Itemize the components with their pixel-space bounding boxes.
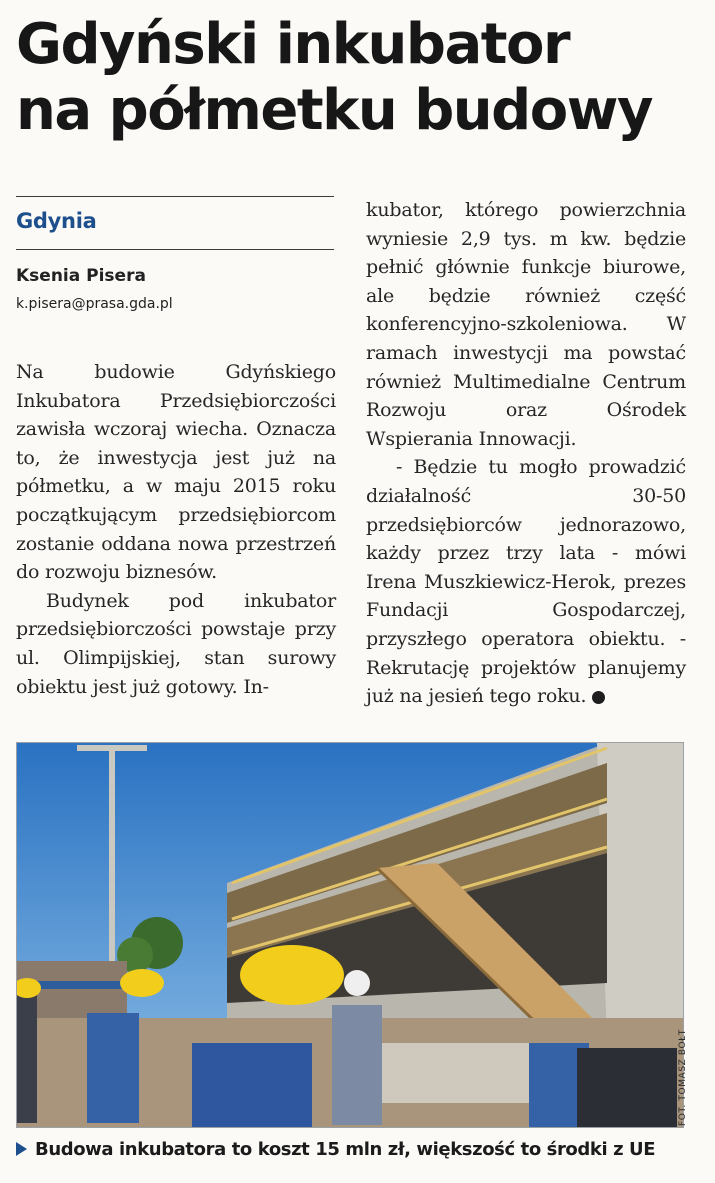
end-mark-icon	[592, 691, 605, 704]
headline-line-2: na półmetku budowy	[16, 78, 652, 143]
section-label: Gdynia	[16, 209, 97, 233]
author-email: k.pisera@prasa.gda.pl	[16, 296, 173, 312]
paragraph-text: - Będzie tu mogło prowadzić działalność 30-50 przedsiębiorców jednorazowo, każdy przez trzy lata - mówi Irena Muszkiewicz-Herok, prezes Fundacji Gospodarczej, przyszłego operatora obiektu. - Rekrutację projektów planujemy już na jesień tego roku.	[366, 456, 686, 708]
caption-text: Budowa inkubatora to koszt 15 mln zł, większość to środki z UE	[35, 1139, 656, 1160]
construction-photo	[16, 742, 684, 1128]
section-rule-bottom	[16, 249, 334, 250]
construction-site-image	[17, 743, 683, 1127]
paragraph: kubator, którego powierzchnia wyniesie 2,9 tys. m kw. będzie pełnić głównie funkcje biurowe, ale będzie również część konferencyjno-szkoleniowa. W ramach inwestycji ma powstać również Multimedialne Centrum Rozwoju oraz Ośrodek Wspierania Innowacji.	[366, 199, 686, 450]
caption-arrow-icon	[16, 1142, 27, 1156]
author-name: Ksenia Pisera	[16, 266, 146, 286]
article-headline	[16, 12, 706, 144]
article-column-1	[16, 358, 336, 701]
paragraph: Budynek pod inkubator przedsiębiorczości powstaje przy ul. Olimpijskiej, stan surowy obiektu jest już gotowy. In-	[16, 589, 336, 698]
section-rule-top	[16, 196, 334, 197]
photo-caption	[16, 1139, 706, 1160]
paragraph	[366, 453, 686, 710]
paragraph: Na budowie Gdyńskiego Inkubatora Przedsiębiorczości zawisła wczoraj wiecha. Oznacza to, że inwestycja jest już na półmetku, a w maju 2015 roku początkującym przedsiębiorcom zostanie oddana nowa przestrzeń do rozwoju biznesów.	[16, 361, 336, 584]
article-column-2	[366, 196, 686, 711]
headline-line-1: Gdyński inkubator	[16, 12, 570, 77]
photo-credit: FOT. TOMASZ BOŁT	[678, 1029, 688, 1126]
